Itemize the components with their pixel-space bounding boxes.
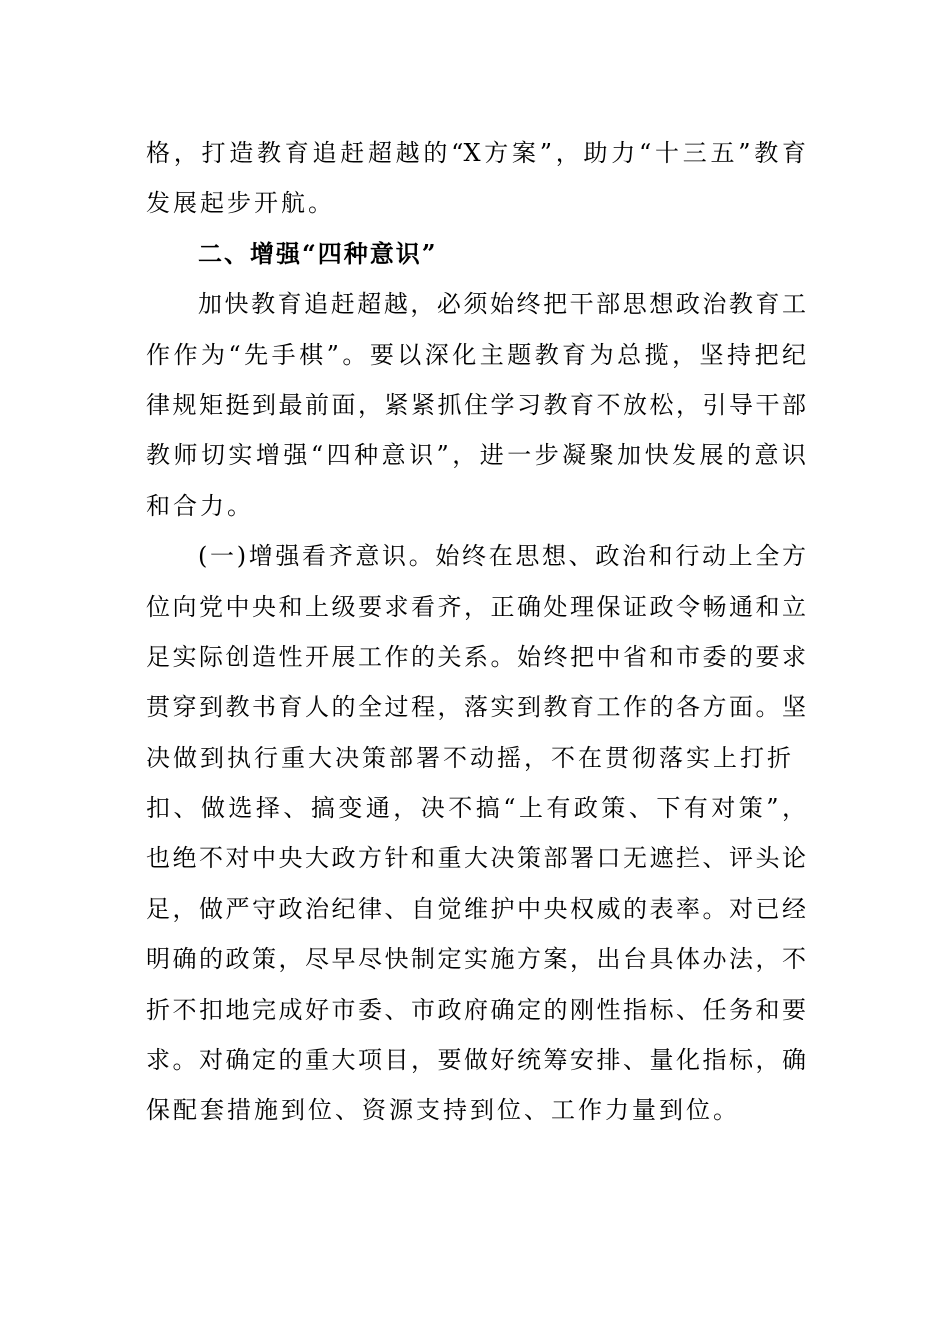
paragraph-subsection-1 bbox=[146, 531, 806, 1136]
text-line: 折不扣地完成好市委、市政府确定的刚性指标、任务和要 bbox=[146, 995, 806, 1024]
text-line: 足实际创造性开展工作的关系。始终把中省和市委的要求 bbox=[146, 642, 806, 671]
text-line: 保配套措施到位、资源支持到位、工作力量到位。 bbox=[146, 1096, 740, 1125]
text-line: 作作为“先手棋”。要以深化主题教育为总揽，坚持把纪 bbox=[146, 340, 806, 369]
text-line: 发展起步开航。 bbox=[146, 189, 335, 218]
text-line: 决做到执行重大决策部署不动摇，不在贯彻落实上打折 bbox=[146, 743, 794, 772]
text-line: 加快教育追赶超越，必须始终把干部思想政治教育工 bbox=[198, 290, 806, 319]
text-line: 求。对确定的重大项目，要做好统筹安排、量化指标，确 bbox=[146, 1046, 806, 1075]
text-line: 和合力。 bbox=[146, 491, 254, 520]
text-line: 位向党中央和上级要求看齐，正确处理保证政令畅通和立 bbox=[146, 592, 806, 621]
section-heading bbox=[146, 229, 806, 279]
text-line: (一)增强看齐意识。始终在思想、政治和行动上全方 bbox=[198, 542, 806, 571]
heading-text: 二、增强“四种意识” bbox=[198, 238, 438, 268]
text-line: 律规矩挺到最前面，紧紧抓住学习教育不放松，引导干部 bbox=[146, 390, 806, 419]
text-line: 明确的政策，尽早尽快制定实施方案，出台具体办法，不 bbox=[146, 945, 806, 974]
text-line: 足，做严守政治纪律、自觉维护中央权威的表率。对已经 bbox=[146, 894, 806, 923]
paragraph-intro bbox=[146, 279, 806, 531]
document-body bbox=[146, 128, 806, 1136]
text-line: 也绝不对中央大政方针和重大决策部署口无遮拦、评头论 bbox=[146, 844, 806, 873]
paragraph-continuation bbox=[146, 128, 806, 229]
text-line: 教师切实增强“四种意识”，进一步凝聚加快发展的意识 bbox=[146, 441, 806, 470]
text-line: 贯穿到教书育人的全过程，落实到教育工作的各方面。坚 bbox=[146, 693, 806, 722]
text-line: 格，打造教育追赶超越的“X方案”，助力“十三五”教育 bbox=[146, 139, 806, 167]
text-line: 扣、做选择、搞变通，决不搞“上有政策、下有对策”， bbox=[146, 794, 806, 823]
